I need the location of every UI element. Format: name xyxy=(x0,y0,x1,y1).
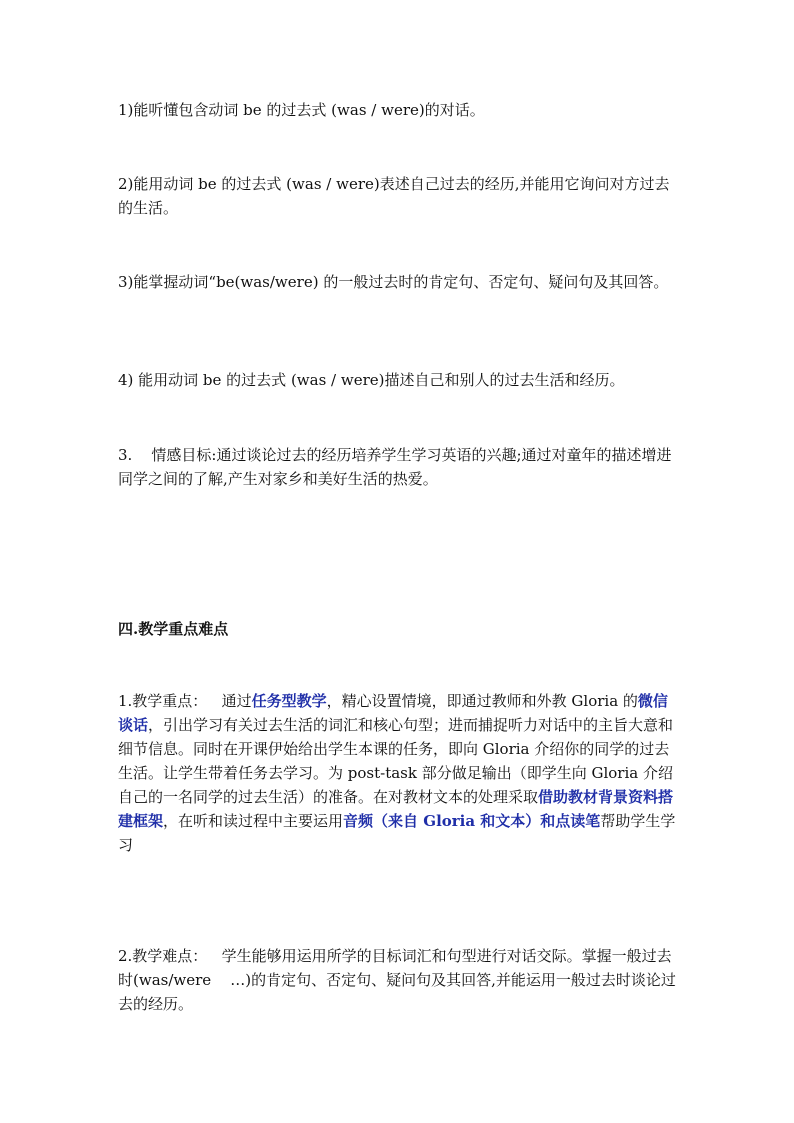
key-points-highlight-2: 微信谈话 xyxy=(118,692,668,734)
key-points-text-2: ，精心设置情境，即通过教师和外教 Gloria 的 xyxy=(326,692,638,710)
difficulties-paragraph: 2.教学难点： 学生能够用运用所学的目标词汇和句型进行对话交际。掌握一般过去时(was/were …)的肯定句、否定句、疑问句及其回答,并能运用一般过去时谈论过去的经历。 xyxy=(118,947,676,1013)
key-points-text-3: ，引出学习有关过去生活的词汇和核心句型；进而捕捉听力对话中的主旨大意和细节信息。同时在开课伊始给出学生本课的任务，即向 Gloria 介绍你的同学的过去生活。让学生带着任务去学习。为 post-task 部分做足输出（即学生向 Gloria 介绍自己的一名同学的过去生活）的准备。在对教材文本的处理采取 xyxy=(118,716,674,806)
objective-1: 1)能听懂包含动词 be 的过去式 (was / were)的对话。 xyxy=(118,101,485,119)
key-points-text-4: ，在听和读过程中主要运用 xyxy=(163,812,344,830)
key-points-highlight-4: 音频（来自 Gloria 和文本）和点读笔 xyxy=(343,812,601,830)
section-heading: 四.教学重点难点 xyxy=(118,620,229,638)
objective-2: 2)能用动词 be 的过去式 (was / were)表述自己过去的经历,并能用它询问对方过去的生活。 xyxy=(118,175,670,217)
key-points-highlight-1: 任务型教学 xyxy=(251,692,327,710)
key-points-highlight-3: 借助教材背景资料搭建框架 xyxy=(118,788,674,830)
key-points-paragraph xyxy=(118,689,678,857)
key-points-text-5: 帮助学生学习 xyxy=(118,812,676,854)
objective-4: 4) 能用动词 be 的过去式 (was / were)描述自己和别人的过去生活和经历。 xyxy=(118,371,625,389)
objective-3: 3)能掌握动词“be(was/were) 的一般过去时的肯定句、否定句、疑问句及其回答。 xyxy=(118,273,669,291)
key-points-text-1: 1.教学重点： 通过 xyxy=(118,692,252,710)
emotion-goal: 3. 情感目标:通过谈论过去的经历培养学生学习英语的兴趣;通过对童年的描述增进同学之间的了解,产生对家乡和美好生活的热爱。 xyxy=(118,446,672,488)
